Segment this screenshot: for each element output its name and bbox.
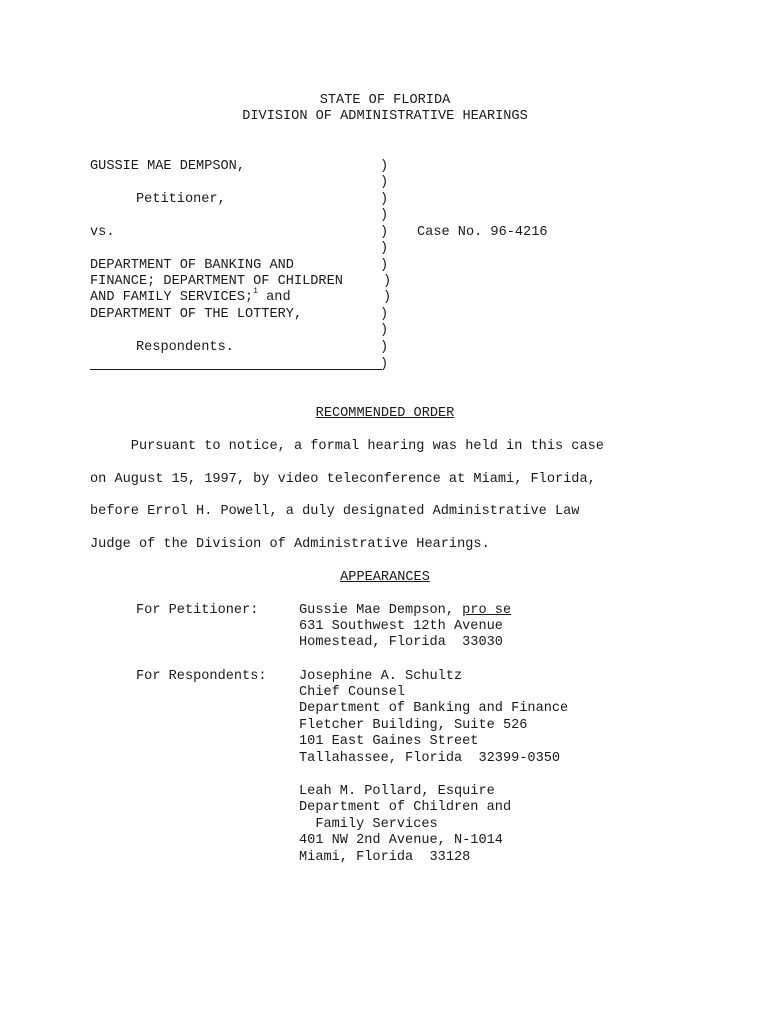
caption-paren: ) [380, 225, 389, 240]
footnote-marker: 1 [253, 287, 258, 297]
caption-paren: ) [380, 357, 389, 372]
caption-paren: ) [383, 274, 392, 289]
respondents-line-1: DEPARTMENT OF BANKING AND [90, 258, 294, 273]
order-paragraph-line: Pursuant to notice, a formal hearing was held in this case [90, 439, 604, 454]
respondents-line-3-text: AND FAMILY SERVICES; [90, 290, 254, 305]
counsel-2-line: Miami, Florida 33128 [299, 850, 471, 865]
counsel-2-line: 401 NW 2nd Avenue, N-1014 [299, 833, 503, 848]
caption-paren: ) [383, 290, 392, 305]
petitioner-appearance-name-text: Gussie Mae Dempson, [299, 603, 463, 618]
petitioner-address-line: 631 Southwest 12th Avenue [299, 619, 503, 634]
respondents-line-2: FINANCE; DEPARTMENT OF CHILDREN [90, 274, 343, 289]
respondents-role: Respondents. [136, 340, 234, 355]
counsel-1-line: Josephine A. Schultz [299, 669, 463, 684]
counsel-2-line: Leah M. Pollard, Esquire [299, 784, 495, 799]
petitioner-role: Petitioner, [136, 192, 226, 207]
caption-paren: ) [380, 340, 389, 355]
header-state: STATE OF FLORIDA [319, 93, 451, 108]
respondents-line-3-and: and [257, 290, 291, 305]
counsel-1-line: Department of Banking and Finance [299, 701, 569, 716]
order-paragraph-line: Judge of the Division of Administrative Hearings. [90, 537, 490, 552]
counsel-2-line: Department of Children and [299, 800, 512, 815]
counsel-2-line: Family Services [299, 817, 438, 832]
caption-paren: ) [380, 175, 389, 190]
petitioner-name: GUSSIE MAE DEMPSON, [90, 159, 245, 174]
counsel-1-line: 101 East Gaines Street [299, 734, 479, 749]
petitioner-address-line: Homestead, Florida 33030 [299, 635, 503, 650]
caption-paren: ) [380, 241, 389, 256]
order-paragraph-line: on August 15, 1997, by video teleconference at Miami, Florida, [90, 472, 596, 487]
respondents-line-4: DEPARTMENT OF THE LOTTERY, [90, 307, 303, 322]
appearances-title [0, 570, 770, 586]
order-title-text: RECOMMENDED ORDER [315, 406, 455, 421]
counsel-1-line: Fletcher Building, Suite 526 [299, 718, 528, 733]
caption-paren: ) [380, 159, 389, 174]
caption-paren: ) [380, 192, 389, 207]
counsel-1-line: Tallahassee, Florida 32399-0350 [299, 751, 561, 766]
order-title [0, 406, 770, 422]
respondents-line-3 [90, 287, 291, 306]
petitioner-appearance-name [299, 603, 511, 619]
caption-rule [90, 369, 382, 370]
case-number: Case No. 96-4216 [417, 225, 548, 240]
appearances-title-text: APPEARANCES [340, 570, 430, 585]
caption-paren: ) [380, 208, 389, 223]
order-paragraph-line: before Errol H. Powell, a duly designated Administrative Law [90, 504, 580, 519]
caption-paren: ) [380, 323, 389, 338]
counsel-1-line: Chief Counsel [299, 685, 406, 700]
respondents-appearance-label: For Respondents: [136, 669, 267, 684]
caption-paren: ) [380, 258, 389, 273]
pro-se-term: pro se [462, 603, 512, 618]
caption-paren: ) [380, 307, 389, 322]
versus-label: vs. [90, 225, 115, 240]
header-division: DIVISION OF ADMINISTRATIVE HEARINGS [242, 109, 528, 124]
petitioner-appearance-label: For Petitioner: [136, 603, 259, 618]
